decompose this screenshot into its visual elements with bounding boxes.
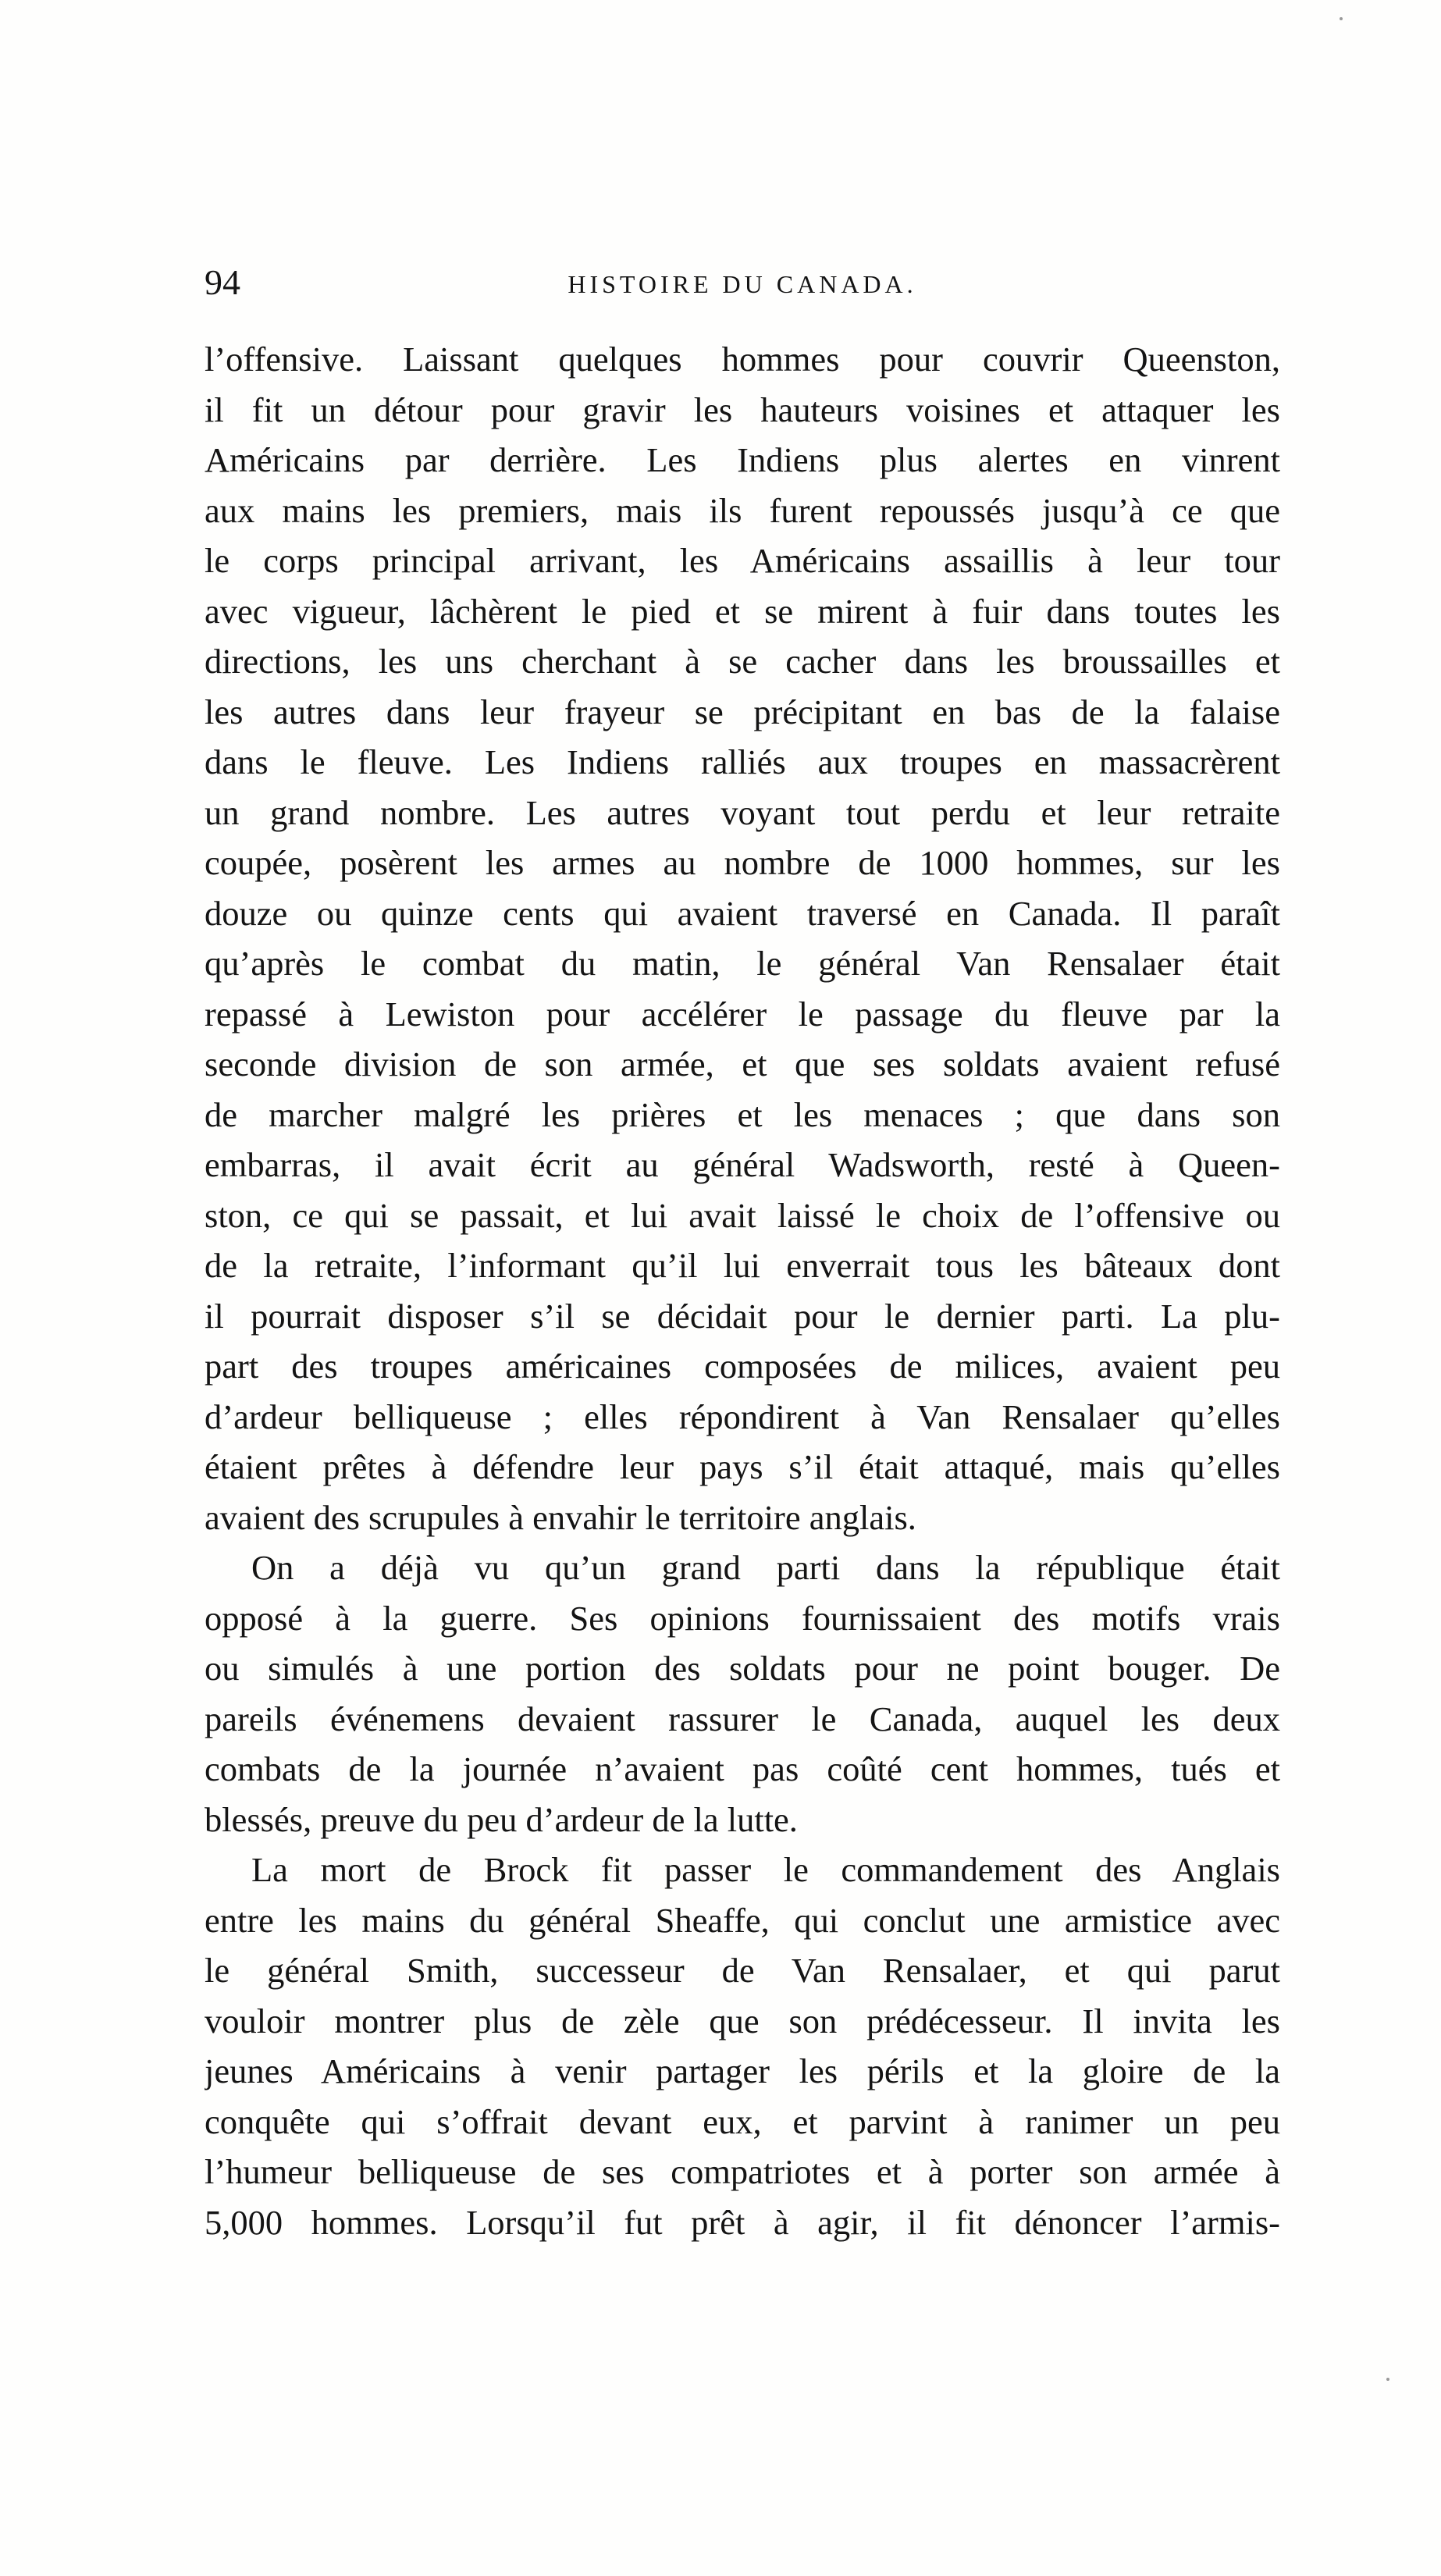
text-line: dans le fleuve. Les Indiens ralliés aux troupes en massacrèrent (205, 742, 1280, 781)
body-text (205, 334, 1280, 2247)
text-line: ou simulés à une portion des soldats pour ne point bouger. De (205, 1649, 1280, 1688)
running-title: HISTOIRE DU CANADA. (568, 270, 917, 298)
text-line: coupée, posèrent les armes au nombre de 1000 hommes, sur les (205, 843, 1280, 882)
text-line: le général Smith, successeur de Van Rensalaer, et qui parut (205, 1951, 1280, 1990)
text-line: seconde division de son armée, et que ses soldats avaient refusé (205, 1044, 1280, 1083)
text-line: pareils événemens devaient rassurer le Canada, auquel les deux (205, 1699, 1280, 1738)
scan-speck (1386, 2378, 1389, 2381)
text-line: repassé à Lewiston pour accélérer le passage du fleuve par la (205, 994, 1280, 1034)
text-line: aux mains les premiers, mais ils furent repoussés jusqu’à ce que (205, 490, 1280, 530)
text-line: l’offensive. Laissant quelques hommes pour couvrir Queenston, (205, 340, 1280, 379)
text-line: On a déjà vu qu’un grand parti dans la république était (251, 1548, 1280, 1587)
text-line: conquête qui s’offrait devant eux, et parvint à ranimer un peu (205, 2101, 1280, 2141)
text-line: blessés, preuve du peu d’ardeur de la lutte. (205, 1799, 798, 1839)
text-line: vouloir montrer plus de zèle que son prédécesseur. Il invita les (205, 2001, 1280, 2041)
text-line: embarras, il avait écrit au général Wadsworth, resté à Queen- (205, 1145, 1280, 1184)
text-line: avaient des scrupules à envahir le territoire anglais. (205, 1497, 916, 1537)
paragraph (205, 1845, 1280, 2247)
text-line: opposé à la guerre. Ses opinions fournissaient des motifs vrais (205, 1598, 1280, 1638)
text-line: étaient prêtes à défendre leur pays s’il était attaqué, mais qu’elles (205, 1447, 1280, 1486)
text-line: ston, ce qui se passait, et lui avait laissé le choix de l’offensive ou (205, 1195, 1280, 1235)
page-number: 94 (205, 262, 240, 302)
text-line: l’humeur belliqueuse de ses compatriotes et à porter son armée à (205, 2152, 1280, 2191)
running-head (205, 259, 1280, 306)
text-line: combats de la journée n’avaient pas coûté cent hommes, tués et (205, 1749, 1280, 1788)
text-line: Américains par derrière. Les Indiens plus alertes en vinrent (205, 440, 1280, 479)
paragraph (205, 1542, 1280, 1845)
scan-speck (1340, 17, 1343, 20)
text-line: de marcher malgré les prières et les menaces ; que dans son (205, 1094, 1280, 1134)
text-line: le corps principal arrivant, les Américains assaillis à leur tour (205, 541, 1280, 580)
text-line: il fit un détour pour gravir les hauteurs voisines et attaquer les (205, 390, 1280, 429)
text-line: directions, les uns cherchant à se cacher dans les broussailles et (205, 642, 1280, 681)
text-line: part des troupes américaines composées de milices, avaient peu (205, 1347, 1280, 1386)
text-line: avec vigueur, lâchèrent le pied et se mirent à fuir dans toutes les (205, 591, 1280, 631)
text-line: d’ardeur belliqueuse ; elles répondirent à Van Rensalaer qu’elles (205, 1397, 1280, 1436)
text-line: il pourrait disposer s’il se décidait pour le dernier parti. La plu- (205, 1296, 1280, 1336)
paragraph (205, 334, 1280, 1542)
text-line: entre les mains du général Sheaffe, qui conclut une armistice avec (205, 1900, 1280, 1940)
text-line: les autres dans leur frayeur se précipitant en bas de la falaise (205, 692, 1280, 731)
text-line: douze ou quinze cents qui avaient traversé en Canada. Il paraît (205, 893, 1280, 933)
text-line: 5,000 hommes. Lorsqu’il fut prêt à agir, il fit dénoncer l’armis- (205, 2202, 1280, 2242)
text-line: qu’après le combat du matin, le général Van Rensalaer était (205, 944, 1280, 983)
text-line: un grand nombre. Les autres voyant tout perdu et leur retraite (205, 792, 1280, 832)
text-line: jeunes Américains à venir partager les périls et la gloire de la (205, 2051, 1280, 2090)
text-line: La mort de Brock fit passer le commandement des Anglais (251, 1850, 1280, 1889)
text-line: de la retraite, l’informant qu’il lui enverrait tous les bâteaux dont (205, 1246, 1280, 1285)
